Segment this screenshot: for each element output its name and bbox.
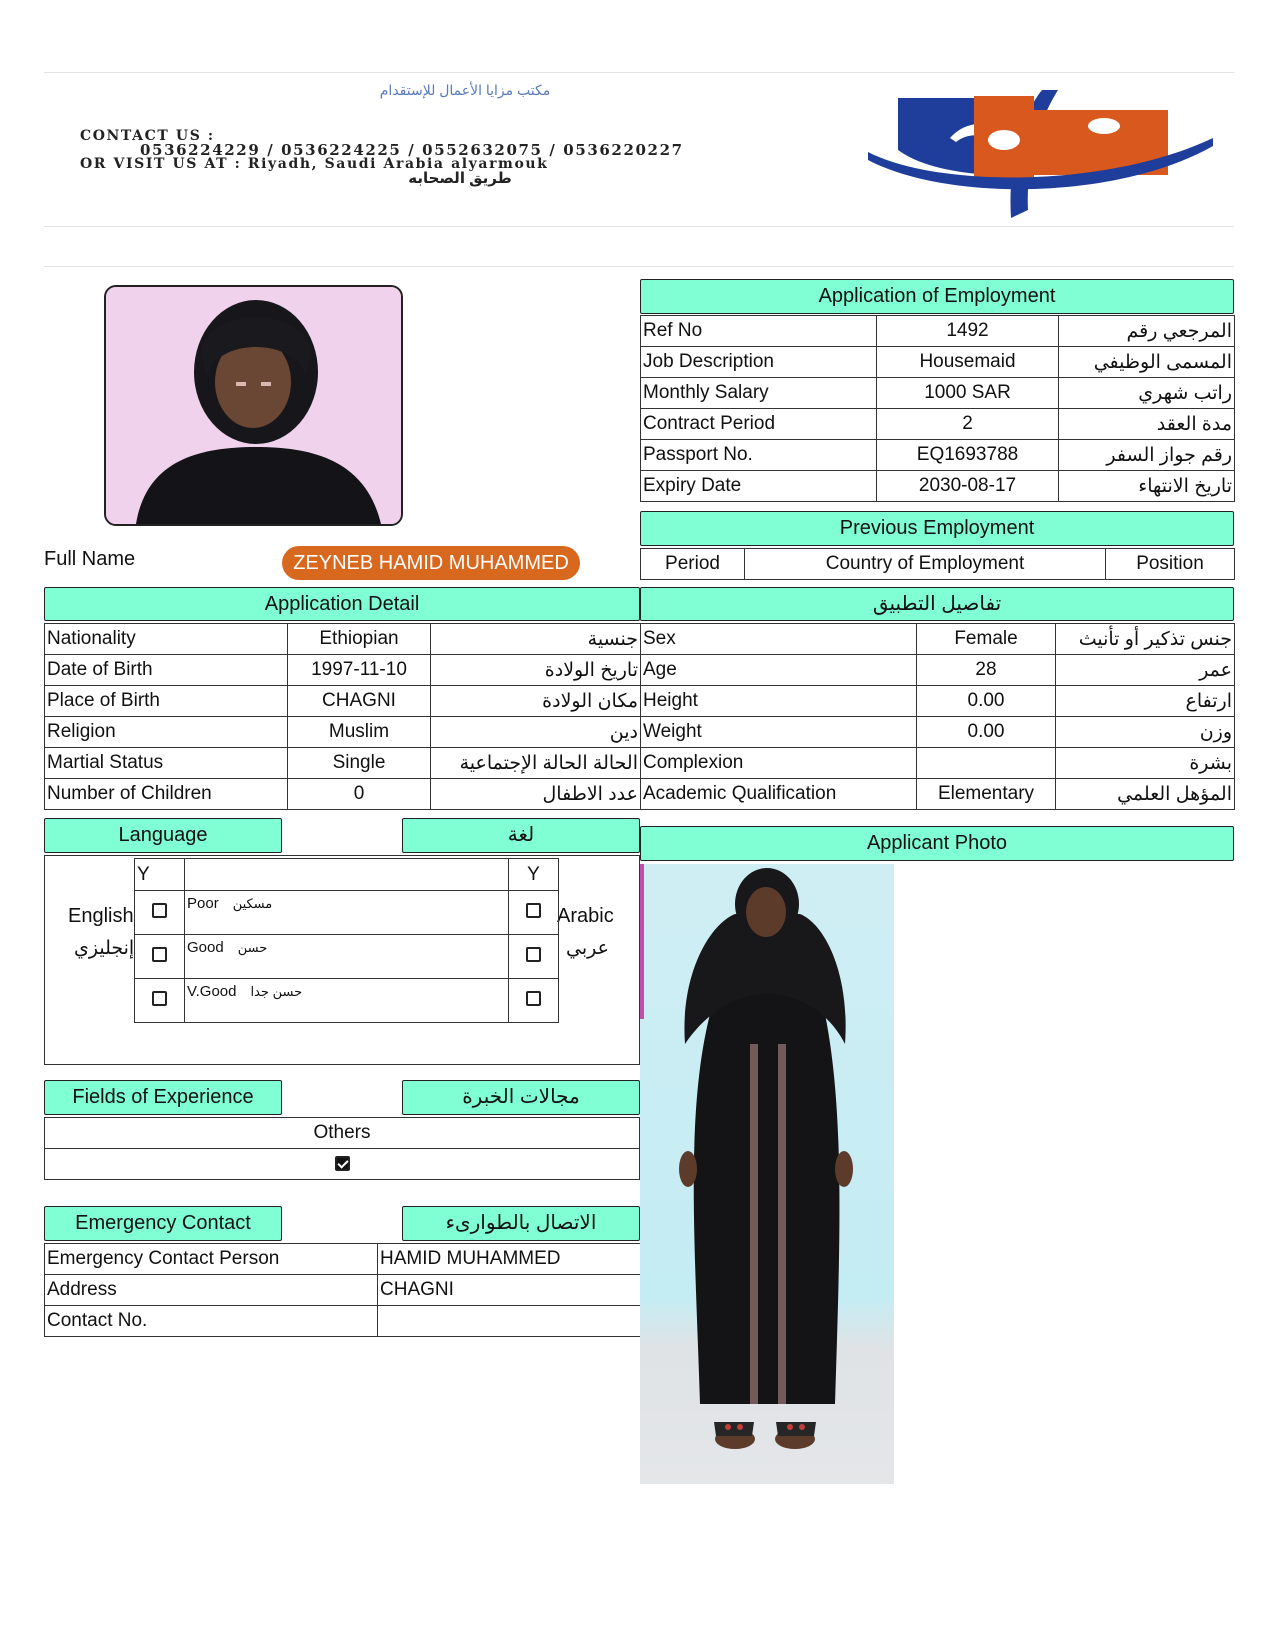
detail-value: Muslim [288,717,431,748]
applicant-photo-title: Applicant Photo [640,826,1234,861]
employment-row [641,471,1235,502]
detail-ar-row [641,717,1235,748]
application-detail-title: Application Detail [44,587,640,621]
detail-ar-row [641,748,1235,779]
employment-label-arabic: مدة العقد [1059,409,1235,440]
full-name-value: ZEYNEB HAMID MUHAMMED [282,546,580,580]
detail-row [45,624,641,655]
detail-ar-label-arabic: عمر [1056,655,1235,686]
detail-ar-label: Height [641,686,917,717]
arabic-level-checkbox[interactable] [526,947,541,962]
detail-ar-label-arabic: بشرة [1056,748,1235,779]
language-levels-table [134,858,559,1023]
detail-value: 1997-11-10 [288,655,431,686]
employment-row [641,409,1235,440]
fields-of-experience-table [44,1117,640,1180]
english-level-checkbox[interactable] [152,903,167,918]
application-of-employment-title: Application of Employment [640,279,1234,314]
english-level-checkbox[interactable] [152,991,167,1006]
detail-value: CHAGNI [288,686,431,717]
emergency-contact-value [378,1306,641,1337]
language-level-label: Good [187,939,224,956]
language-level-row [135,979,559,1023]
detail-ar-label-arabic: وزن [1056,717,1235,748]
emergency-contact-title-arabic: الاتصال بالطوارىء [402,1206,640,1241]
detail-row [45,717,641,748]
employment-label: Contract Period [641,409,877,440]
emergency-contact-row [45,1244,641,1275]
employment-label: Expiry Date [641,471,877,502]
detail-label: Date of Birth [45,655,288,686]
arabic-level-checkbox[interactable] [526,903,541,918]
emergency-contact-label: Address [45,1275,378,1306]
detail-label: Place of Birth [45,686,288,717]
employment-row [641,378,1235,409]
employment-label: Passport No. [641,440,877,471]
fields-of-experience-title-arabic: مجالات الخبرة [402,1080,640,1115]
detail-label-arabic: تاريخ الولادة [431,655,641,686]
detail-row [45,686,641,717]
previous-employment-title: Previous Employment [640,511,1234,546]
detail-label-arabic: الحالة الحالة الإجتماعية [431,748,641,779]
experience-field-others: Others [45,1118,640,1149]
detail-label-arabic: عدد الاطفال [431,779,641,810]
applicant-portrait [104,285,403,526]
experience-others-checkbox[interactable] [335,1156,350,1171]
emergency-contact-row [45,1275,641,1306]
employment-value: 1492 [877,316,1059,347]
detail-ar-label: Weight [641,717,917,748]
application-detail-ar-table [640,623,1235,810]
detail-ar-row [641,624,1235,655]
language-level-label: V.Good [187,983,237,1000]
detail-value: Single [288,748,431,779]
employment-value: EQ1693788 [877,440,1059,471]
employment-label-arabic: راتب شهري [1059,378,1235,409]
visit-address: OR VISIT US AT : Riyadh, Saudi Arabia alyarmouk [80,156,549,172]
detail-value: 0 [288,779,431,810]
detail-ar-value [917,748,1056,779]
employment-value: Housemaid [877,347,1059,378]
application-detail-table [44,623,641,810]
detail-ar-label-arabic: جنس تذكير أو تأنيث [1056,624,1235,655]
english-level-checkbox[interactable] [152,947,167,962]
detail-label: Martial Status [45,748,288,779]
detail-ar-value: 0.00 [917,717,1056,748]
detail-label: Number of Children [45,779,288,810]
language-title-arabic: لغة [402,818,640,853]
emergency-contact-label: Contact No. [45,1306,378,1337]
fields-of-experience-title: Fields of Experience [44,1080,282,1115]
employment-row [641,440,1235,471]
detail-ar-row [641,655,1235,686]
detail-value: Ethiopian [288,624,431,655]
detail-label: Religion [45,717,288,748]
language-level-label-arabic: مسكين [232,896,273,911]
street-arabic: طريق الصحابه [408,170,512,187]
language-level-row [135,935,559,979]
english-label: English [68,905,134,927]
detail-label: Nationality [45,624,288,655]
arabic-label-arabic: عربي [566,938,609,959]
emergency-contact-value: HAMID MUHAMMED [378,1244,641,1275]
detail-ar-label-arabic: ارتفاع [1056,686,1235,717]
office-name-arabic: مكتب مزايا الأعمال للإستقدام [379,82,551,98]
employment-label: Job Description [641,347,877,378]
detail-label-arabic: مكان الولادة [431,686,641,717]
detail-label-arabic: دين [431,717,641,748]
english-y-header: Y [135,859,185,891]
emergency-contact-title: Emergency Contact [44,1206,282,1241]
emergency-contact-row [45,1306,641,1337]
arabic-y-header: Y [509,859,559,891]
detail-ar-row [641,779,1235,810]
employment-label-arabic: المرجعي رقم [1059,316,1235,347]
previous-employment-header-period: Period [641,549,745,580]
detail-ar-label-arabic: المؤهل العلمي [1056,779,1235,810]
detail-ar-label: Age [641,655,917,686]
detail-ar-value: 0.00 [917,686,1056,717]
detail-label-arabic: جنسية [431,624,641,655]
employment-label: Monthly Salary [641,378,877,409]
detail-ar-value: Female [917,624,1056,655]
employment-row [641,316,1235,347]
employment-label: Ref No [641,316,877,347]
language-level-label-arabic: حسن جدا [250,984,303,999]
emergency-contact-value: CHAGNI [378,1275,641,1306]
full-name-label: Full Name [44,548,136,570]
emergency-contact-table [44,1243,641,1337]
employment-label-arabic: المسمى الوظيفي [1059,347,1235,378]
application-of-employment-table [640,315,1235,502]
previous-employment-table [640,548,1235,580]
detail-ar-label: Sex [641,624,917,655]
applicant-full-photo [640,864,894,1484]
employment-row [641,347,1235,378]
employment-value: 2030-08-17 [877,471,1059,502]
language-level-label-arabic: حسن [237,940,268,955]
detail-ar-value: Elementary [917,779,1056,810]
employment-value: 2 [877,409,1059,440]
previous-employment-header-position: Position [1106,549,1235,580]
employment-label-arabic: تاريخ الانتهاء [1059,471,1235,502]
arabic-level-checkbox[interactable] [526,991,541,1006]
detail-ar-row [641,686,1235,717]
detail-ar-label: Complexion [641,748,917,779]
employment-value: 1000 SAR [877,378,1059,409]
detail-row [45,748,641,779]
company-logo [868,80,1218,220]
language-level-row [135,891,559,935]
language-level-label: Poor [187,895,219,912]
detail-row [45,655,641,686]
detail-row [45,779,641,810]
detail-ar-label: Academic Qualification [641,779,917,810]
application-detail-ar-title: تفاصيل التطبيق [640,587,1234,621]
english-label-arabic: إنجليزي [74,938,135,959]
previous-employment-header-country: Country of Employment [745,549,1106,580]
detail-ar-value: 28 [917,655,1056,686]
arabic-label: Arabic [557,905,614,927]
contact-phones: 0536224229 / 0536224225 / 0552632075 / 0536220227 [140,141,684,159]
language-title: Language [44,818,282,853]
contact-label: CONTACT US : [80,128,215,144]
emergency-contact-label: Emergency Contact Person [45,1244,378,1275]
employment-label-arabic: رقم جواز السفر [1059,440,1235,471]
